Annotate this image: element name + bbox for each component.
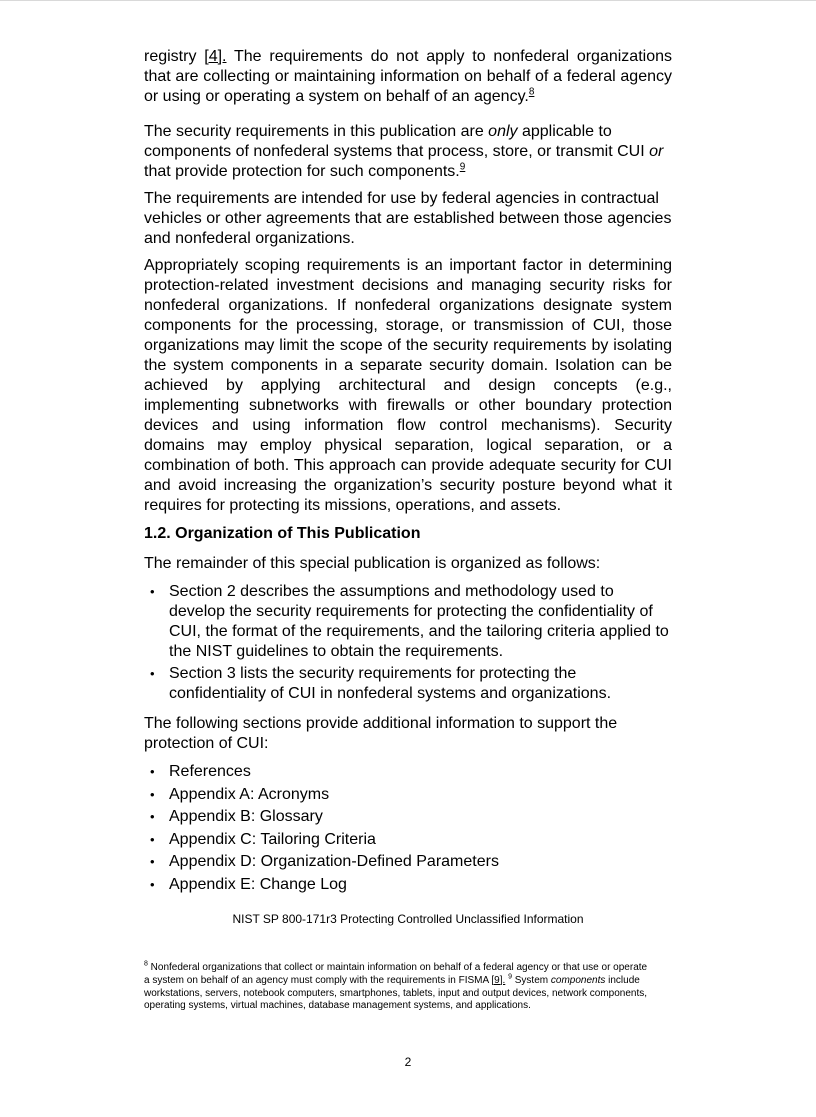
list-item: • Appendix D: Organization-Defined Parameters: [144, 852, 672, 872]
list-item: • Appendix B: Glossary: [144, 807, 672, 827]
footnote-text: System: [511, 974, 551, 986]
list-item: • Appendix E: Change Log: [144, 875, 672, 895]
paragraph-organization-intro: The remainder of this special publication is organized as follows:: [144, 555, 601, 572]
page-top-border: [0, 0, 816, 1]
paragraph-additional-info: The following sections provide additional information to support the protection of CUI:: [144, 715, 618, 752]
citation-link-9[interactable]: [9].: [491, 974, 506, 986]
citation-link-4[interactable]: [4].: [204, 48, 227, 65]
section-list: [144, 582, 672, 704]
section-heading: 1.2. Organization of This Publication: [144, 525, 421, 542]
text-segment: registry: [144, 48, 205, 65]
paragraph-scoping: Appropriately scoping requirements is an important factor in determining protection-related investment decisions and managing security risks for nonfederal organizations. If nonfederal organizations designate system components for the processing, storage, or transmission of CUI, those organizations may limit the scope of the security requirements by isolating the system components in a separate security domain. Isolation can be achieved by applying architectural and design concepts (e.g., implementing subnetworks with firewalls or other boundary protection devices and using information flow control mechanisms). Security domains may employ physical separation, logical separation, or a combination of both. This approach can provide adequate security for CUI and avoid increasing the organization’s security posture beyond what it requires for protecting its missions, operations, and assets.: [144, 257, 672, 514]
footnote-ref-9[interactable]: 9: [459, 161, 466, 173]
paragraph-intended-use: The requirements are intended for use by federal agencies in contractual vehicles or other agreements that are established between those agencies and nonfederal organizations.: [144, 190, 672, 247]
list-item: • Appendix C: Tailoring Criteria: [144, 830, 672, 850]
appendix-list: [144, 762, 672, 895]
text-segment: applicable to components of nonfederal systems that process, store, or transmit CUI: [144, 123, 650, 160]
emphasis-or: or: [649, 143, 664, 160]
text-segment: that provide protection for such components.: [144, 163, 460, 180]
footnote-text: include workstations, servers, notebook computers, smartphones, tablets, input and output devices, network components, operating systems, virtual machines, database management systems, and applications.: [144, 974, 648, 1012]
footnote-number-9: 9: [508, 973, 512, 981]
footnotes: [144, 962, 654, 1013]
paragraph-applicability: [144, 122, 672, 182]
text-segment: The security requirements in this publication are: [144, 123, 489, 140]
emphasis-only: only: [488, 123, 518, 140]
footnote-ref-8[interactable]: 8: [528, 86, 535, 98]
list-item: • Section 2 describes the assumptions and methodology used to develop the security requirements for protecting the confidentiality of CUI, the format of the requirements, and the tailoring criteria applied to the NIST guidelines to obtain the requirements.: [144, 582, 672, 662]
footnote-text: Nonfederal organizations that collect or maintain information on behalf of a federal agency or that use or operate a system on behalf of an agency must comply with the requirements in FISMA: [144, 962, 648, 986]
list-item: • References: [144, 762, 672, 782]
text-segment: The requirements do not apply to nonfederal organizations that are collecting or maintaining information on behalf of a federal agency or using or operating a system on behalf of an agency.: [144, 48, 673, 105]
footnote-number-8: 8: [144, 960, 148, 968]
emphasis-components: components: [550, 974, 606, 986]
running-footer-title: NIST SP 800-171r3 Protecting Controlled Unclassified Information: [232, 912, 584, 926]
page-number: 2: [404, 1055, 412, 1069]
list-item: • Section 3 lists the security requirements for protecting the confidentiality of CUI in nonfederal systems and organizations.: [144, 664, 672, 704]
page-body: [144, 47, 672, 895]
list-item: • Appendix A: Acronyms: [144, 785, 672, 805]
paragraph-scope-registry: [144, 47, 672, 107]
